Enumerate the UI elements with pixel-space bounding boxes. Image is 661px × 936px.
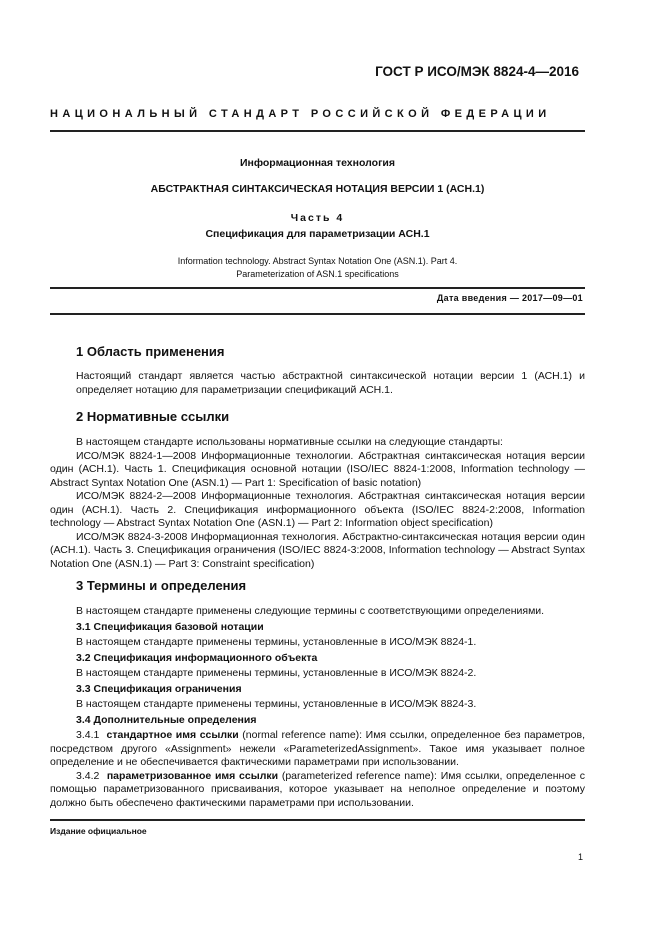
english-title-line2: Parameterization of ASN.1 specifications <box>236 269 399 279</box>
standard-id: ГОСТ Р ИСО/МЭК 8824-4—2016 <box>375 64 579 79</box>
subsection-3-3-text: В настоящем стандарте применены термины, установленные в ИСО/МЭК 8824-3. <box>76 698 477 710</box>
intro-date: Дата введения — 2017—09—01 <box>436 293 583 303</box>
section-3-intro: В настоящем стандарте применены следующие термины с соответствующими определениями. <box>76 605 545 617</box>
definition-term: стандартное имя ссылки <box>106 729 239 741</box>
footer-divider <box>50 819 585 821</box>
definition-term: параметризованное имя ссылки <box>106 769 279 782</box>
section-2-intro: В настоящем стандарте использованы нормативные ссылки на следующие стандарты: <box>76 436 503 448</box>
definition-3-4-2 <box>50 770 585 811</box>
page-number: 1 <box>578 852 584 862</box>
national-standard-banner: НАЦИОНАЛЬНЫЙ СТАНДАРТ РОССИЙСКОЙ ФЕДЕРАЦИИ <box>50 108 551 120</box>
section-3-body <box>50 605 585 810</box>
subsection-3-1-heading: 3.1 Спецификация базовой нотации <box>76 620 264 633</box>
part-number: Часть 4 <box>290 212 345 224</box>
subsection-3-4-heading: 3.4 Дополнительные определения <box>76 713 257 726</box>
edition-label: Издание официальное <box>50 826 147 836</box>
title-divider <box>50 287 585 289</box>
subsection-3-3-heading: 3.3 Спецификация ограничения <box>76 682 242 695</box>
normative-ref: ИСО/МЭК 8824-1—2008 Информационные технологии. Абстрактная синтаксическая нотация версии один (АСН.1). Часть 1. Спецификация основной нотации (ISO/IEC 8824-1:2008, Information technology — Abstract Syntax Notation One (ASN.1) — Part 1: Specification of basic notation) <box>50 449 585 489</box>
definition-text: (parameterized reference name): Имя ссылки, определенное с помощью параметризованного присваивания, которое указывает на неполное определение и поэтому должно быть обеспечено фактическими параметрами при использовании. <box>50 769 585 809</box>
section-2-body <box>50 436 585 571</box>
subject-title: Информационная технология <box>239 157 396 169</box>
definition-3-4-1 <box>50 729 585 770</box>
section-1-heading: 1 Область применения <box>76 344 225 359</box>
section-1-text: Настоящий стандарт является частью абстрактной синтаксической нотации версии 1 (АСН.1) и определяет нотацию для параметризации спецификаций АСН.1. <box>76 370 585 396</box>
main-title: АБСТРАКТНАЯ СИНТАКСИЧЕСКАЯ НОТАЦИЯ ВЕРСИИ 1 (АСН.1) <box>150 183 485 195</box>
normative-ref: ИСО/МЭК 8824-2—2008 Информационные технология. Абстрактная синтаксическая нотация версии один (АСН.1). Часть 2. Спецификация информационного объекта (ISO/IEC 8824-2:2008, Information technology — Abstract Syntax Notation One (ASN.1) — Part 2: Information object specification) <box>50 490 585 529</box>
subsection-3-2-text: В настоящем стандарте применены термины, установленные в ИСО/МЭК 8824-2. <box>76 667 477 679</box>
definition-number: 3.4.2 <box>76 769 100 782</box>
normative-ref: ИСО/МЭК 8824-3-2008 Информационная технология. Абстрактно-синтаксическая нотация версии один (АСН.1). Часть 3. Спецификация ограничения (ISO/IEC 8824-3:2008, Information technology — Abstract Syntax Notation One (ASN.1) — Part 3: Constraint specification) <box>50 530 585 570</box>
section-1-body <box>76 370 585 397</box>
date-divider <box>50 313 585 315</box>
part-title: Спецификация для параметризации АСН.1 <box>205 228 430 240</box>
section-2-heading: 2 Нормативные ссылки <box>76 409 230 424</box>
definition-number: 3.4.1 <box>76 729 100 741</box>
english-title-line1: Information technology. Abstract Syntax Notation One (ASN.1). Part 4. <box>177 256 458 266</box>
section-3-heading: 3 Термины и определения <box>76 578 247 593</box>
english-title <box>50 255 585 281</box>
subsection-3-1-text: В настоящем стандарте применены термины, установленные в ИСО/МЭК 8824-1. <box>76 636 477 648</box>
header-divider <box>50 130 585 132</box>
definition-text: (normal reference name): Имя ссылки, определенное без параметров, посредством другого «Assignment» нежели «ParameterizedAssignment». Такое имя указывает полное определение и не обеспечивается фактическими параметрами при использовании. <box>50 729 585 768</box>
subsection-3-2-heading: 3.2 Спецификация информационного объекта <box>76 651 318 664</box>
